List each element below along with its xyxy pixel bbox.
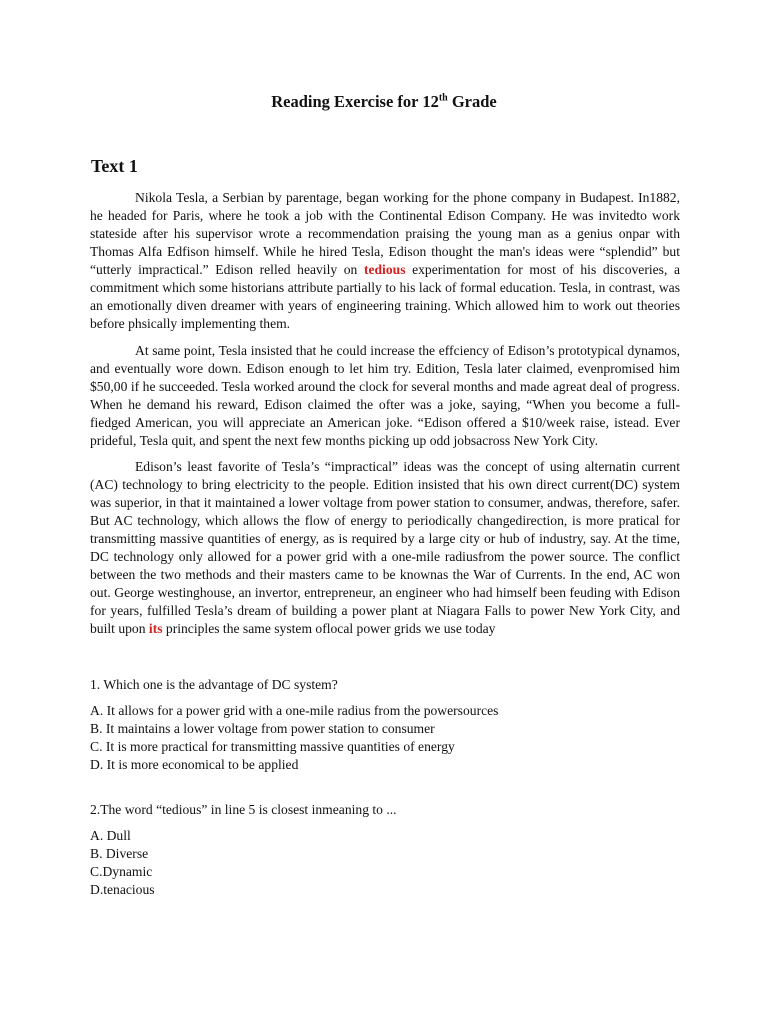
question-1-option-b: B. It maintains a lower voltage from power station to consumer	[90, 721, 435, 736]
question-1-option-a: A. It allows for a power grid with a one-mile radius from the powersources	[90, 703, 499, 718]
paragraph-3	[90, 458, 680, 638]
question-1-options	[90, 702, 498, 774]
paragraph-1	[90, 189, 680, 333]
question-2-option-b: B. Diverse	[90, 846, 149, 861]
question-1-prompt: 1. Which one is the advantage of DC system?	[90, 677, 338, 692]
paragraph-3-part-b: principles the same system oflocal power grids we use today	[162, 621, 496, 636]
question-2-prompt: 2.The word “tedious” in line 5 is closest inmeaning to ...	[90, 802, 397, 817]
question-2-option-d: D.tenacious	[90, 882, 155, 897]
paragraph-1-part-b: experimentation for most of his discoveries, a commitment which some historians attribute partially to his lack of formal education. Tesla, in contrast, was an emotionally diven dreamer with years of engineering training. Which allowed him to work out theories before phsically implementing them.	[90, 262, 680, 331]
title-main: Reading Exercise for 12	[271, 92, 439, 111]
title-tail: Grade	[447, 92, 497, 111]
question-2-options	[90, 827, 155, 899]
page-title	[0, 92, 768, 112]
question-2-option-a: A. Dull	[90, 828, 131, 843]
paragraph-3-part-a: Edison’s least favorite of Tesla’s “impractical” ideas was the concept of using alternatin current (AC) technology to bring electricity to the people. Edition insisted that his own direct current(DC) system was superior, in that it maintained a lower voltage from power station to consumer, andwas, therefore, safer. But AC technology, which allows the flow of energy to periodically changedirection, is more pratical for transmitting massive quantities of energy, as is required by a large city or hub of industry, say. At the time, DC technology only allowed for a power grid with a one-mile radiusfrom the power source. The conflict between the two methods and their masters came to be knownas the War of Currents. In the end, AC won out. George westinghouse, an invertor, entrepreneur, an engineer who had himself been feuding with Edison for years, fulfilled Tesla’s dream of building a power plant at Niagara Falls to power New York City, and built upon	[90, 459, 680, 636]
paragraph-1-part-a: Nikola Tesla, a Serbian by parentage, began working for the phone company in Budapest. In1882, he headed for Paris, where he took a job with the Continental Edison Company. He was invitedto work stateside after his supervisor wrote a recommendation praising the young man as a genius onpar with Thomas Alfa Edfison himself. While he hired Tesla, Edison thought the man's ideas were “splendid” but “utterly impractical.” Edison relled heavily on	[90, 190, 680, 277]
highlighted-word-its: its	[148, 621, 163, 636]
text-heading: Text 1	[91, 156, 138, 176]
paragraph-2: At same point, Tesla insisted that he could increase the effciency of Edison’s prototypical dynamos, and eventually wore down. Edison enough to let him try. Edition, Tesla later claimed, evenpromised him $50,00 if he succeeded. Tesla worked around the clock for several months and made agreat deal of progress. When he demand his reward, Edison claimed the ofter was a joke, saying, “When you become a full-fiedged American, you will appreciate an American joke. “Edison offered a $10/week raise, istead. Ever prideful, Tesla quit, and spent the next few months picking up odd jobsacross New York City.	[90, 342, 680, 448]
reading-passage	[90, 189, 680, 647]
question-1-option-d: D. It is more economical to be applied	[90, 757, 299, 772]
title-superscript: th	[438, 92, 448, 104]
highlighted-word-tedious: tedious	[363, 262, 406, 277]
question-2-option-c: C.Dynamic	[90, 864, 153, 879]
question-1-option-c: C. It is more practical for transmitting massive quantities of energy	[90, 739, 455, 754]
